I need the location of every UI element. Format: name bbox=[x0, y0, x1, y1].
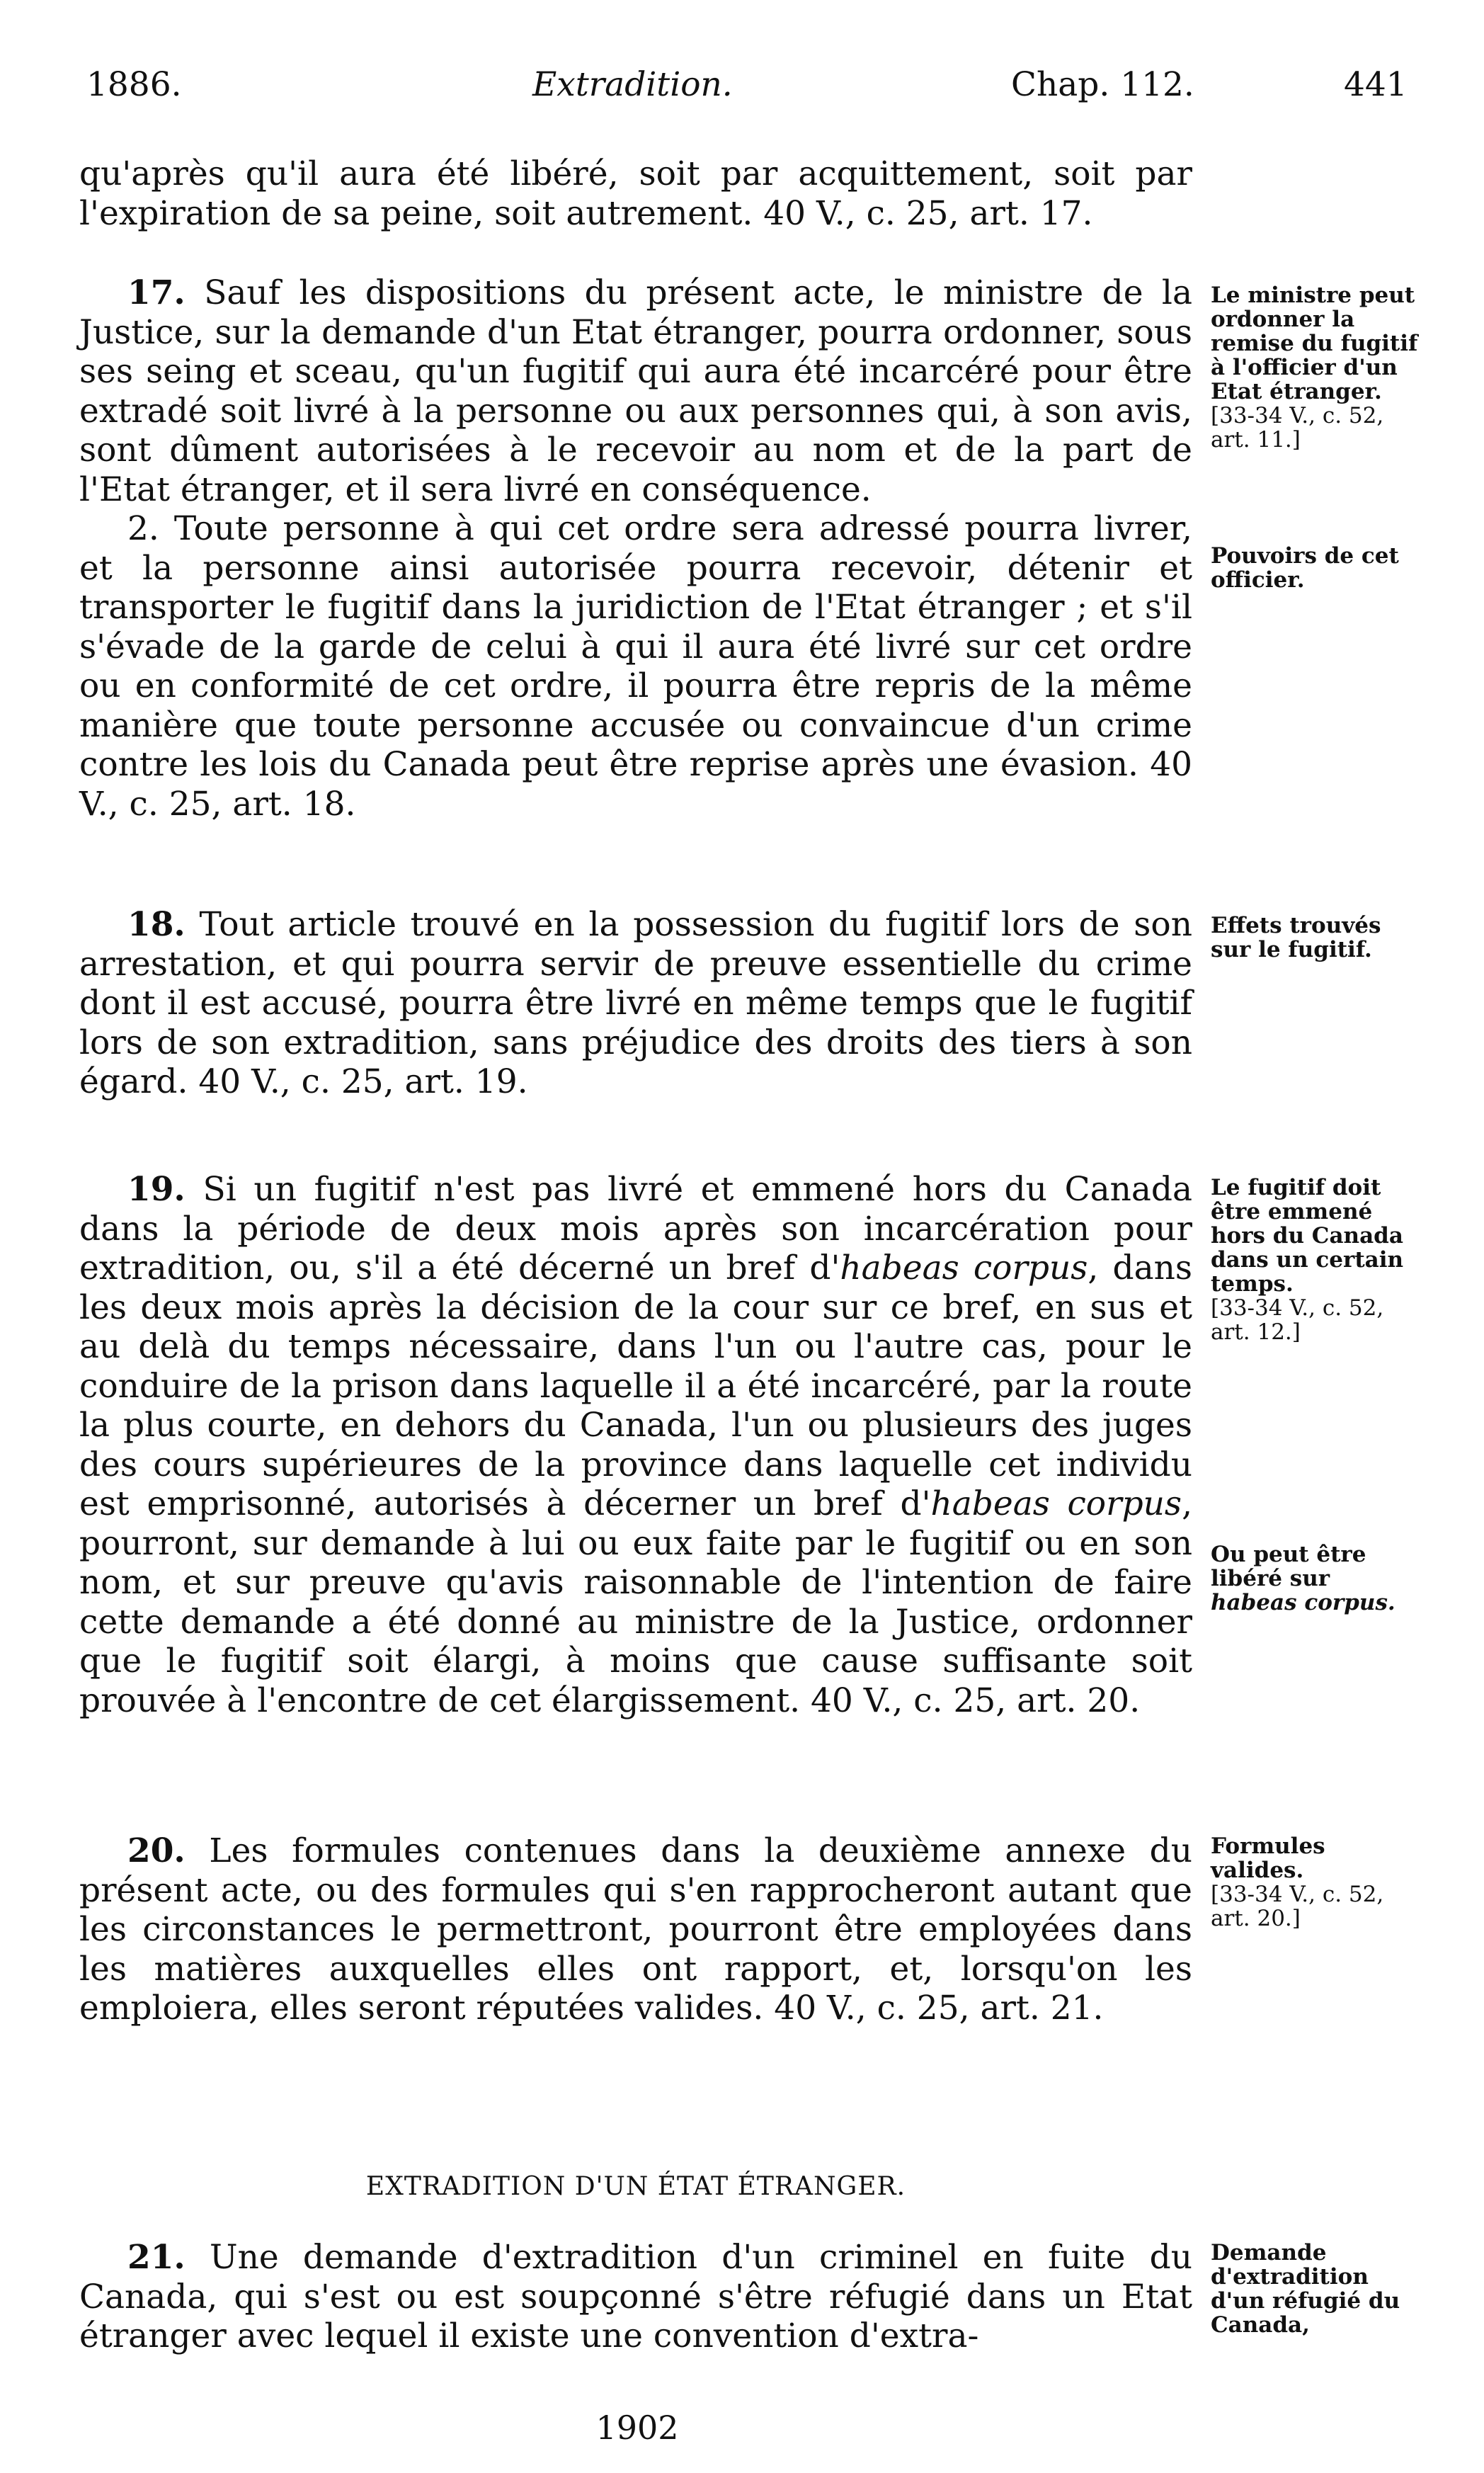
section-19-italic-1: habeas corpus bbox=[840, 1249, 1088, 1287]
margin-note-20 bbox=[1211, 1834, 1423, 1931]
section-19-text-mid: , dans les deux mois après la décision de la cour sur ce bref, en sus et au delà du temps nécessaire, dans l'un ou l'autre cas, pour le conduire de la prison dans laquelle il a été incarcéré, par la route la plus courte, en dehors du Canada, l'un ou plusieurs des juges des cours supérieures de la province dans laquelle cet individu est emprisonné, autorisés à décerner un bref d' bbox=[79, 1249, 1192, 1523]
section-number: 17. bbox=[127, 273, 186, 312]
section-number: 18. bbox=[127, 905, 186, 944]
page-number: 441 bbox=[1344, 65, 1408, 104]
section-21-text: Une demande d'extradition d'un criminel en fuite du Canada, qui s'est ou est soupçonné s'être réfugié dans un Etat étranger avec lequel il existe une convention d'extra- bbox=[79, 2238, 1192, 2355]
section-18-text: Tout article trouvé en la possession du fugitif lors de son arrestation, et qui pourra servir de preuve essentielle du crime dont il est accusé, pourra être livré en même temps que le fugitif lors de son extradition, sans préjudice des droits des tiers à son égard. 40 V., c. 25, art. 19. bbox=[79, 905, 1192, 1101]
section-20-para bbox=[79, 1831, 1192, 2028]
section-19-italic-2: habeas corpus bbox=[930, 1484, 1182, 1523]
section-21 bbox=[79, 2238, 1192, 2356]
margin-note-18 bbox=[1211, 914, 1423, 962]
continuation-text: qu'après qu'il aura été libéré, soit par acquittement, soit par l'expiration de sa peine, soit autrement. 40 V., c. 25, art. 17. bbox=[79, 154, 1192, 233]
running-header-year: 1886. bbox=[86, 65, 182, 104]
margin-note-text: Pouvoirs de cet officier. bbox=[1211, 543, 1399, 593]
section-20-text: Les formules contenues dans la deuxième annexe du présent acte, ou des formules qui s'en rapprocheront autant que les circonstances le permettront, pourront être employées dans les matières auxquelles elles ont rapport, et, lorsqu'on les emploiera, elles seront réputées valides. 40 V., c. 25, art. 21. bbox=[79, 1831, 1192, 2028]
section-17-para-1 bbox=[79, 273, 1192, 509]
margin-note-text: Formules valides. bbox=[1211, 1834, 1325, 1883]
section-number: 19. bbox=[127, 1170, 186, 1209]
margin-note-text: Le ministre peut ordonner la remise du fugitif à l'officier d'un Etat étranger. bbox=[1211, 283, 1418, 404]
margin-note-19-habeas bbox=[1211, 1542, 1423, 1615]
section-19 bbox=[79, 1170, 1192, 1720]
margin-note-italic: habeas corpus. bbox=[1211, 1590, 1395, 1615]
section-17-subsection-2: 2. Toute personne à qui cet ordre sera adressé pourra livrer, et la personne ainsi autorisée pourra recevoir, détenir et transporter le fugitif dans la juridiction de l'Etat étranger ; et s'il s'évade de la garde de celui à qui il aura été livré sur cet ordre ou en conformité de cet ordre, il pourra être repris de la même manière que toute personne accusée ou convaincue d'un crime contre les lois du Canada peut être reprise après une évasion. 40 V., c. 25, art. 18. bbox=[79, 509, 1192, 824]
section-heading: EXTRADITION D'UN ÉTAT ÉTRANGER. bbox=[365, 2172, 906, 2201]
margin-note-19 bbox=[1211, 1176, 1423, 1344]
margin-note-17 bbox=[1211, 283, 1423, 452]
section-20 bbox=[79, 1831, 1192, 2028]
section-number: 20. bbox=[127, 1831, 186, 1870]
section-19-para bbox=[79, 1170, 1192, 1720]
margin-note-text: Le fugitif doit être emmené hors du Canada dans un certain temps. bbox=[1211, 1175, 1404, 1297]
margin-note-text: Effets trouvés sur le fugitif. bbox=[1211, 913, 1381, 962]
margin-note-text: Demande d'extradition d'un réfugié du Canada, bbox=[1211, 2240, 1400, 2338]
section-18 bbox=[79, 905, 1192, 1102]
section-21-para bbox=[79, 2238, 1192, 2356]
margin-note-reference: [33-34 V., c. 52, art. 12.] bbox=[1211, 1295, 1384, 1345]
margin-note-21 bbox=[1211, 2241, 1423, 2337]
continuation-paragraph bbox=[79, 154, 1192, 233]
running-header-title: Extradition. bbox=[532, 65, 733, 104]
margin-note-reference: [33-34 V., c. 52, art. 11.] bbox=[1211, 403, 1384, 453]
section-17-text: Sauf les dispositions du présent acte, le ministre de la Justice, sur la demande d'un Etat étranger, pourra ordonner, sous ses seing et sceau, qu'un fugitif qui aura été incarcéré pour être extradé soit livré à la personne ou aux personnes qui, à son avis, sont dûment autorisées à le recevoir au nom et de la part de l'Etat étranger, et il sera livré en conséquence. bbox=[79, 273, 1192, 509]
margin-note-17-powers bbox=[1211, 544, 1423, 592]
footer-signature-mark: 1902 bbox=[595, 2409, 679, 2447]
running-header-chapter: Chap. 112. bbox=[1011, 65, 1194, 104]
margin-note-reference: [33-34 V., c. 52, art. 20.] bbox=[1211, 1882, 1384, 1931]
section-19-text-before: Si un fugitif n'est pas livré et emmené hors du Canada dans la période de deux mois après son incarcération pour extradition, ou, s'il a été décerné un bref d' bbox=[79, 1170, 1192, 1287]
section-number: 21. bbox=[127, 2238, 186, 2277]
margin-note-text: Ou peut être libéré sur bbox=[1211, 1542, 1366, 1591]
section-19-text-after: , pourront, sur demande à lui ou eux faite par le fugitif ou en son nom, et sur preuve qu'avis raisonnable de l'intention de faire cette demande a été donné au ministre de la Justice, ordonner que le fugitif soit élargi, à moins que cause suffisante soit prouvée à l'encontre de cet élargissement. 40 V., c. 25, art. 20. bbox=[79, 1484, 1193, 1720]
section-17 bbox=[79, 273, 1192, 824]
section-18-para bbox=[79, 905, 1192, 1102]
